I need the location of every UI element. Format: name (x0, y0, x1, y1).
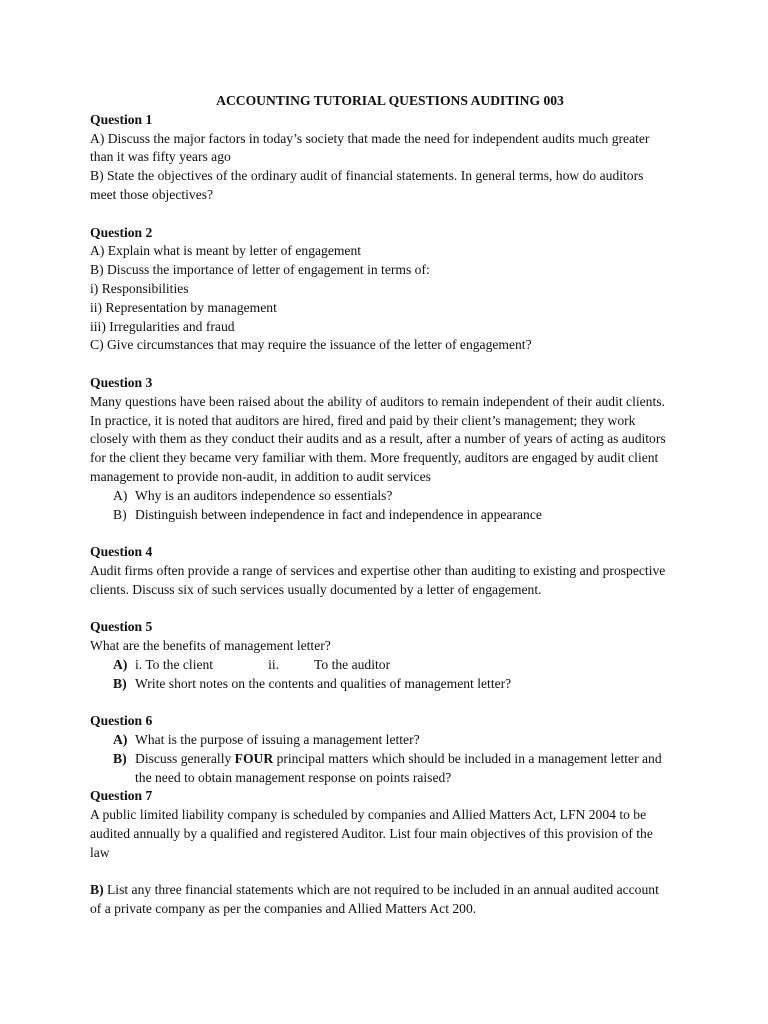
q5-part-a-label: A) (113, 656, 128, 672)
q7-line: A public limited liability company is scheduled by companies and Allied Matters Act, LFN 2004 to be (90, 807, 647, 823)
q4-line: clients. Discuss six of such services usually documented by a letter of engagement. (90, 581, 542, 597)
question-7-heading: Question 7 (90, 788, 153, 804)
q6-part-b (90, 750, 690, 788)
q1-part-b-line-1: B) State the objectives of the ordinary audit of financial statements. In general terms, how do auditors (90, 168, 644, 184)
document-title: ACCOUNTING TUTORIAL QUESTIONS AUDITING 003 (216, 93, 564, 108)
question-5-heading: Question 5 (90, 619, 153, 635)
q6-part-a-text: What is the purpose of issuing a management letter? (135, 732, 420, 748)
spacer (90, 355, 690, 374)
q7-part-b-line-2: of a private company as per the companies and Allied Matters Act 200. (90, 901, 477, 917)
q2-line: C) Give circumstances that may require the issuance of the letter of engagement? (90, 337, 532, 353)
q5-part-a-client: i. To the client (135, 656, 214, 672)
spacer (90, 205, 690, 224)
q1-part-a-line-2: than it was fifty years ago (90, 149, 231, 165)
question-1-heading: Question 1 (90, 111, 153, 127)
q7-line: audited annually by a qualified and registered Auditor. List four main objectives of this provision of the (90, 826, 653, 842)
q5-part-a-auditor: To the auditor (314, 656, 391, 672)
q5-part-a-text (135, 656, 690, 675)
spacer (90, 600, 690, 619)
question-6-heading: Question 6 (90, 713, 153, 729)
question-2-heading: Question 2 (90, 224, 153, 240)
q5-part-b-label: B) (113, 675, 127, 691)
q1-part-a-line-1: A) Discuss the major factors in today’s society that made the need for independent audits much greater (90, 130, 650, 146)
q2-line: ii) Representation by management (90, 299, 277, 315)
q3-line: for the client they became very familiar with them. More frequently, auditors are engaged by audit client (90, 450, 659, 466)
q7-part-b-label: B) (90, 882, 104, 898)
q3-part-b-text: Distinguish between independence in fact and independence in appearance (135, 506, 542, 522)
question-4-heading: Question 4 (90, 544, 153, 560)
spacer (90, 524, 690, 543)
q2-line: iii) Irregularities and fraud (90, 318, 235, 334)
q7-part-b-line-1 (90, 881, 690, 900)
q3-part-a (90, 487, 690, 506)
q3-part-a-label: A) (113, 487, 128, 503)
spacer (90, 863, 690, 882)
q6-part-b-label: B) (113, 750, 127, 766)
q5-part-a-numeral: ii. (268, 656, 280, 672)
document-body (90, 92, 690, 919)
q6-part-b-text (135, 750, 690, 788)
q2-line: B) Discuss the importance of letter of engagement in terms of: (90, 262, 430, 278)
q5-part-b (90, 675, 690, 694)
q6-part-a-label: A) (113, 732, 128, 748)
q1-part-b-line-2: meet those objectives? (90, 186, 214, 202)
q5-part-b-text: Write short notes on the contents and qualities of management letter? (135, 675, 512, 691)
q3-part-b (90, 506, 690, 525)
question-3-heading: Question 3 (90, 374, 153, 390)
q6-part-a (90, 731, 690, 750)
q3-part-a-text: Why is an auditors independence so essentials? (135, 487, 393, 503)
q3-line: closely with them as they conduct their audits and as a result, after a number of years of acting as auditors (90, 431, 666, 447)
q7-line: law (90, 844, 110, 860)
q6-part-b-emphasis: FOUR (234, 750, 274, 766)
q3-line: In practice, it is noted that auditors are hired, fired and paid by their client’s management; they work (90, 412, 636, 428)
q2-line: i) Responsibilities (90, 280, 189, 296)
q3-line: management to provide non-audit, in addition to audit services (90, 468, 431, 484)
q6-part-b-post: principal matters which should be included in a management letter and (273, 750, 662, 766)
q4-line: Audit firms often provide a range of services and expertise other than auditing to existing and prospective (90, 562, 666, 578)
q6-part-b-line-2: the need to obtain management response on points raised? (135, 769, 452, 785)
q3-line: Many questions have been raised about the ability of auditors to remain independent of their audit clients. (90, 393, 665, 409)
spacer (90, 694, 690, 713)
q5-part-a (90, 656, 690, 675)
q2-line: A) Explain what is meant by letter of engagement (90, 243, 362, 259)
q3-part-b-label: B) (113, 506, 127, 522)
q5-intro: What are the benefits of management letter? (90, 638, 331, 654)
q6-part-b-pre: Discuss generally (135, 750, 235, 766)
q7-part-b-text: List any three financial statements which are not required to be included in an annual audited account (103, 882, 659, 898)
